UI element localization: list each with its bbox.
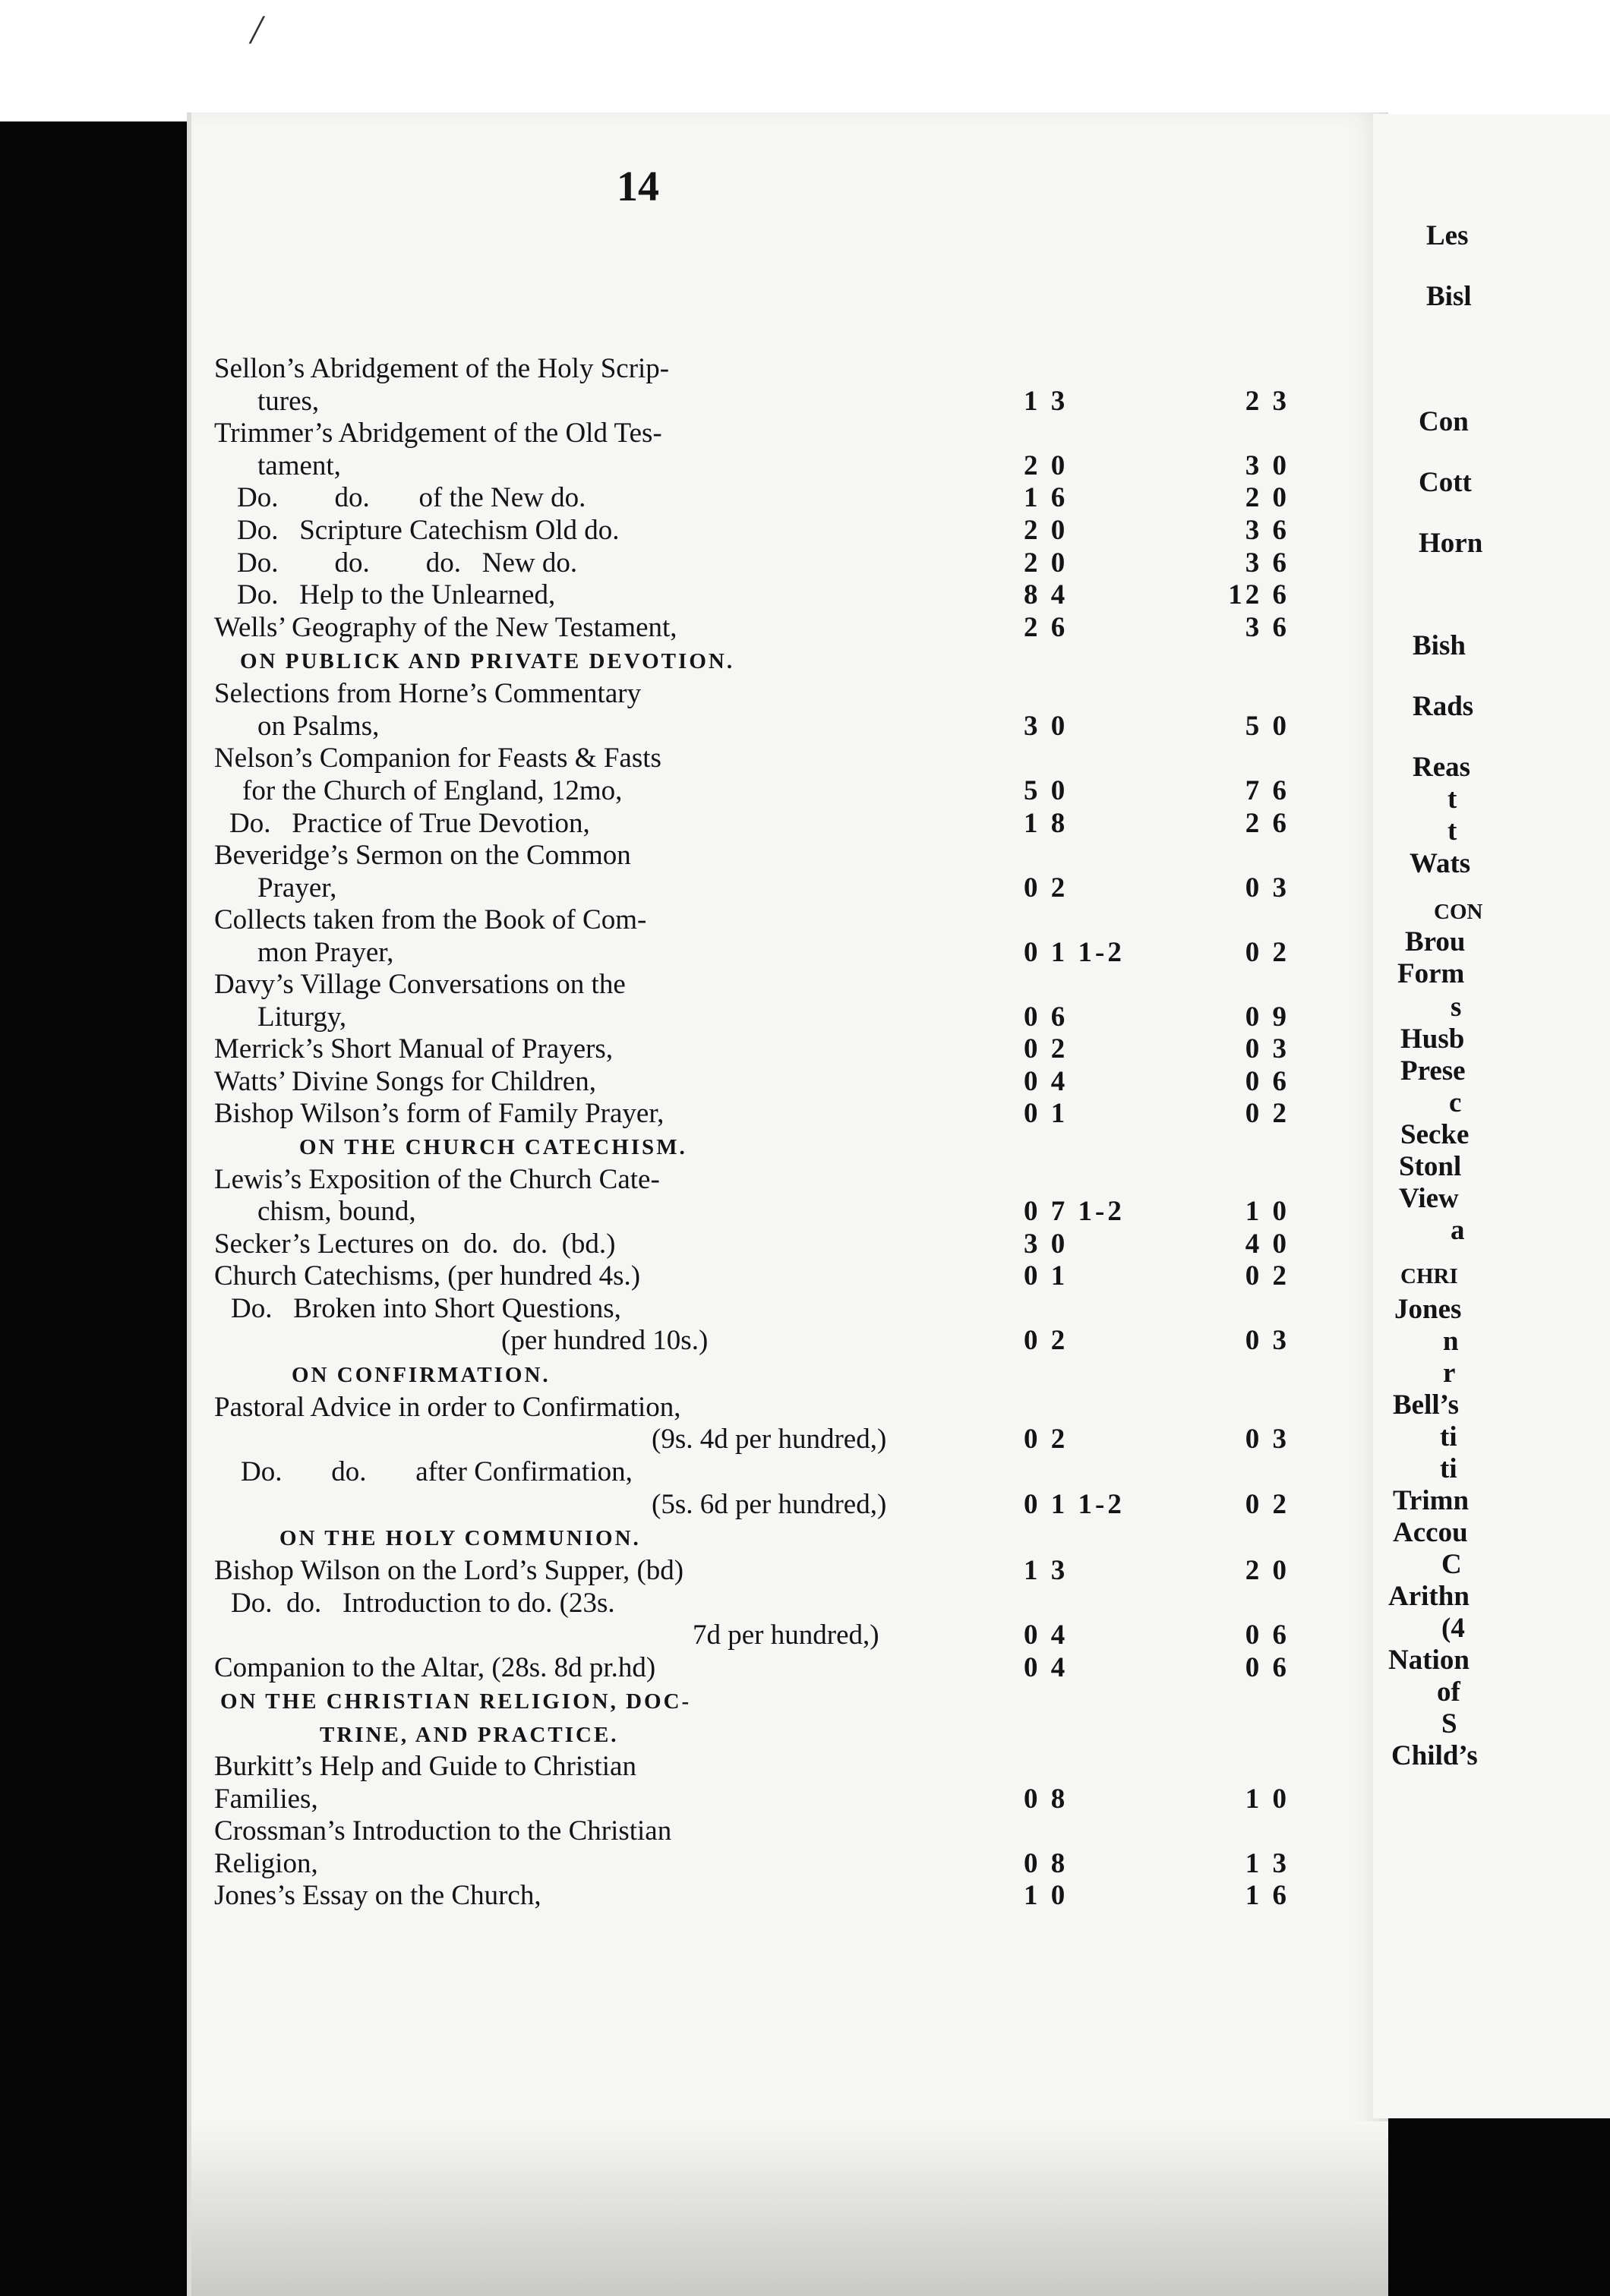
facing-page-text: Form	[1397, 958, 1465, 989]
facing-page-text: Wats	[1410, 848, 1471, 879]
price-column-2: 0 2	[1245, 937, 1290, 968]
price-column-2: 2 0	[1245, 482, 1290, 513]
catalogue-entry	[214, 840, 1277, 872]
price-column-2: 0 3	[1245, 872, 1290, 904]
catalogue-entry	[214, 1588, 1277, 1620]
entry-title: Church Catechisms, (per hundred 4s.)	[214, 1260, 641, 1292]
facing-page-text: a	[1451, 1215, 1465, 1246]
entry-title: Do. do. do. New do.	[237, 547, 578, 579]
catalogue-entry	[214, 1325, 1290, 1357]
catalogue-entry	[214, 482, 1290, 514]
page-number: 14	[617, 163, 659, 210]
price-column-1: 1 0	[1024, 1880, 1069, 1911]
facing-page-text: n	[1443, 1326, 1459, 1357]
entry-title: Merrick’s Short Manual of Prayers,	[214, 1033, 614, 1064]
facing-page-text: c	[1449, 1087, 1462, 1118]
price-column-2: 0 3	[1245, 1033, 1290, 1064]
price-column-2: 12 6	[1228, 579, 1290, 610]
facing-page-text: Stonl	[1399, 1151, 1462, 1182]
catalogue-entry	[214, 1066, 1290, 1098]
catalogue-entry	[214, 775, 1290, 807]
price-column-2: 0 2	[1245, 1098, 1290, 1129]
facing-page-text: r	[1443, 1358, 1456, 1389]
catalogue-entry	[214, 1001, 1290, 1033]
entry-title: (per hundred 10s.)	[501, 1325, 709, 1356]
catalogue-entry	[214, 1620, 1290, 1651]
price-column-2: 7 6	[1245, 775, 1290, 806]
facing-page-text: (4	[1441, 1613, 1465, 1644]
facing-page-text: s	[1451, 992, 1462, 1023]
entry-title: Davy’s Village Conversations on the	[214, 969, 626, 1000]
facing-page-text: Husb	[1400, 1023, 1465, 1055]
entry-title: Do. Broken into Short Questions,	[231, 1293, 621, 1324]
facing-page-text: Arithn	[1388, 1581, 1470, 1612]
catalogue-entry	[214, 711, 1290, 743]
price-column-2: 0 3	[1245, 1424, 1290, 1455]
facing-page-text: Bisl	[1426, 281, 1472, 312]
price-column-2: 2 3	[1245, 386, 1290, 417]
facing-page-text: Cott	[1419, 467, 1472, 498]
entry-title: for the Church of England, 12mo,	[242, 775, 623, 806]
entry-title: Do. Help to the Unlearned,	[237, 579, 556, 610]
catalogue-entry	[214, 1815, 1277, 1847]
price-column-2: 0 2	[1245, 1489, 1290, 1520]
price-column-2: 4 0	[1245, 1228, 1290, 1260]
price-column-1: 3 0	[1024, 711, 1069, 742]
entry-title: (9s. 4d per hundred,)	[652, 1424, 887, 1455]
price-column-1: 2 0	[1024, 547, 1069, 579]
price-column-2: 3 6	[1245, 612, 1290, 643]
catalogue-entry	[214, 1751, 1277, 1783]
facing-page-text: t	[1447, 784, 1457, 815]
catalogue-entry	[214, 645, 1277, 677]
price-column-1: 0 4	[1024, 1066, 1069, 1097]
entry-title: Secker’s Lectures on do. do. (bd.)	[214, 1228, 616, 1260]
facing-page-text: C	[1441, 1549, 1462, 1580]
catalogue-entry	[214, 450, 1290, 482]
catalogue-entry	[214, 1424, 1290, 1456]
entry-title: tament,	[257, 450, 341, 481]
facing-page-text: Bish	[1413, 630, 1466, 661]
catalogue-entry	[214, 1555, 1290, 1587]
catalogue-entry	[214, 1489, 1290, 1521]
price-column-1: 5 0	[1024, 775, 1069, 806]
price-column-1: 2 6	[1024, 612, 1069, 643]
price-column-2: 0 6	[1245, 1652, 1290, 1683]
price-column-1: 8 4	[1024, 579, 1069, 610]
catalogue-entry	[214, 1522, 1277, 1554]
entry-title: Beveridge’s Sermon on the Common	[214, 840, 631, 871]
facing-page-text: Accou	[1393, 1517, 1468, 1548]
price-column-2: 3 0	[1245, 450, 1290, 481]
catalogue-entry	[214, 1719, 1277, 1751]
price-column-1: 0 1	[1024, 1260, 1069, 1292]
catalogue-entry	[214, 353, 1277, 385]
facing-page-text: ti	[1440, 1421, 1457, 1452]
entry-title: Do. do. after Confirmation,	[241, 1456, 633, 1487]
catalogue-entry	[214, 547, 1290, 579]
entry-title: Jones’s Essay on the Church,	[214, 1880, 541, 1911]
facing-page-text: Reas	[1413, 752, 1471, 783]
price-column-2: 1 0	[1245, 1784, 1290, 1815]
price-column-1: 0 4	[1024, 1652, 1069, 1683]
catalogue-entry	[214, 1098, 1290, 1130]
price-column-2: 2 0	[1245, 1555, 1290, 1586]
catalogue-entry	[214, 969, 1277, 1001]
price-column-1: 0 1 1-2	[1024, 1489, 1125, 1520]
price-column-1: 2 0	[1024, 515, 1069, 546]
section-heading: ON THE HOLY COMMUNION.	[279, 1526, 641, 1550]
facing-page-text: Prese	[1400, 1055, 1466, 1086]
section-heading: TRINE, AND PRACTICE.	[320, 1723, 619, 1747]
page-shadow	[191, 2121, 1388, 2296]
facing-page-text: Con	[1419, 406, 1469, 437]
entry-title: Trimmer’s Abridgement of the Old Tes-	[214, 418, 662, 449]
price-column-2: 5 0	[1245, 711, 1290, 742]
facing-page-text: Bell’s	[1393, 1389, 1460, 1421]
section-heading: ON CONFIRMATION.	[292, 1363, 551, 1387]
section-heading: ON PUBLICK AND PRIVATE DEVOTION.	[240, 649, 735, 673]
entry-title: Do. Practice of True Devotion,	[229, 808, 590, 839]
entry-title: Watts’ Divine Songs for Children,	[214, 1066, 596, 1097]
price-column-1: 0 8	[1024, 1784, 1069, 1815]
entry-title: Selections from Horne’s Commentary	[214, 678, 642, 709]
catalogue-entry	[214, 904, 1277, 936]
catalogue-entry	[214, 808, 1290, 840]
facing-page-text: Les	[1426, 220, 1469, 251]
facing-page-text: S	[1441, 1708, 1457, 1739]
catalogue-entry	[214, 1164, 1277, 1196]
catalogue-entry	[214, 1784, 1290, 1815]
entry-title: on Psalms,	[257, 711, 380, 742]
facing-page-text: Child’s	[1391, 1740, 1478, 1771]
entry-title: Pastoral Advice in order to Confirmation,	[214, 1392, 681, 1423]
catalogue-entry	[214, 386, 1290, 418]
catalogue-entry	[214, 1131, 1277, 1163]
price-column-2: 3 6	[1245, 515, 1290, 546]
price-column-2: 1 3	[1245, 1848, 1290, 1879]
catalogue-entry	[214, 1652, 1290, 1684]
catalogue-entry	[214, 1686, 1277, 1717]
entry-title: Do. Scripture Catechism Old do.	[237, 515, 620, 546]
catalogue-entry	[214, 1228, 1290, 1260]
catalogue-entry	[214, 872, 1290, 904]
facing-page-text: of	[1437, 1676, 1460, 1708]
price-column-1: 0 1 1-2	[1024, 937, 1125, 968]
pen-mark: /	[251, 7, 263, 52]
entry-title: Burkitt’s Help and Guide to Christian	[214, 1751, 636, 1782]
facing-page-text: t	[1447, 815, 1457, 847]
entry-title: 7d per hundred,)	[693, 1620, 879, 1651]
catalogue-entry	[214, 1033, 1290, 1065]
entry-title: Nelson’s Companion for Feasts & Fasts	[214, 743, 661, 774]
entry-title: Companion to the Altar, (28s. 8d pr.hd)	[214, 1652, 656, 1683]
entry-title: tures,	[257, 386, 320, 417]
price-column-1: 0 8	[1024, 1848, 1069, 1879]
catalogue-entry	[214, 1848, 1290, 1880]
price-column-1: 1 3	[1024, 1555, 1069, 1586]
entry-title: Collects taken from the Book of Com-	[214, 904, 647, 935]
price-column-1: 1 8	[1024, 808, 1069, 839]
section-heading: ON THE CHURCH CATECHISM.	[299, 1135, 687, 1159]
facing-page-text: CON	[1434, 900, 1483, 924]
entry-title: Bishop Wilson’s form of Family Prayer,	[214, 1098, 665, 1129]
catalogue-entry	[214, 1293, 1277, 1325]
facing-page-text: Horn	[1419, 528, 1483, 559]
facing-page-text: Jones	[1394, 1294, 1462, 1325]
price-column-1: 0 1	[1024, 1098, 1069, 1129]
entry-title: Wells’ Geography of the New Testament,	[214, 612, 677, 643]
price-column-2: 0 9	[1245, 1001, 1290, 1033]
facing-page-text: Nation	[1388, 1645, 1470, 1676]
catalogue-entry	[214, 612, 1290, 644]
price-column-2: 3 6	[1245, 547, 1290, 579]
catalogue-entry	[214, 579, 1290, 611]
catalogue-entry	[214, 1196, 1290, 1228]
catalogue-entry	[214, 1880, 1290, 1912]
price-column-2: 0 6	[1245, 1620, 1290, 1651]
catalogue-entry	[214, 1392, 1277, 1424]
facing-page-text: Brou	[1405, 926, 1466, 957]
entry-title: Liturgy,	[257, 1001, 347, 1033]
price-column-1: 0 2	[1024, 1424, 1069, 1455]
entry-title: Do. do. of the New do.	[237, 482, 586, 513]
catalogue-entry	[214, 678, 1277, 710]
entry-title: Lewis’s Exposition of the Church Cate-	[214, 1164, 660, 1195]
catalogue-entry	[214, 1456, 1277, 1488]
catalogue-entry	[214, 937, 1290, 969]
price-column-1: 0 2	[1024, 872, 1069, 904]
entry-title: Sellon’s Abridgement of the Holy Scrip-	[214, 353, 670, 384]
price-column-2: 2 6	[1245, 808, 1290, 839]
entry-title: Do. do. Introduction to do. (23s.	[231, 1588, 615, 1619]
right-page	[1373, 114, 1610, 2118]
price-column-1: 0 2	[1024, 1325, 1069, 1356]
catalogue-entry	[214, 743, 1277, 774]
price-column-2: 1 0	[1245, 1196, 1290, 1227]
price-column-1: 1 3	[1024, 386, 1069, 417]
section-heading: ON THE CHRISTIAN RELIGION, DOC-	[220, 1689, 692, 1714]
price-column-1: 0 2	[1024, 1033, 1069, 1064]
facing-page-text: Trimn	[1393, 1485, 1470, 1516]
entry-title: mon Prayer,	[257, 937, 394, 968]
price-column-1: 0 7 1-2	[1024, 1196, 1125, 1227]
price-column-2: 0 3	[1245, 1325, 1290, 1356]
entry-title: Religion,	[214, 1848, 318, 1879]
price-column-2: 0 6	[1245, 1066, 1290, 1097]
price-column-2: 1 6	[1245, 1880, 1290, 1911]
catalogue-entry	[214, 1359, 1277, 1391]
catalogue-entry	[214, 1260, 1290, 1292]
price-column-1: 2 0	[1024, 450, 1069, 481]
entry-title: Prayer,	[257, 872, 337, 904]
facing-page-text: CHRI	[1400, 1264, 1458, 1288]
price-column-1: 3 0	[1024, 1228, 1069, 1260]
facing-page-text: Secke	[1400, 1119, 1470, 1150]
catalogue-entry	[214, 515, 1290, 547]
facing-page-text: View	[1399, 1183, 1459, 1214]
entry-title: Crossman’s Introduction to the Christian	[214, 1815, 672, 1847]
scan-top-margin	[0, 0, 1610, 121]
entry-title: chism, bound,	[257, 1196, 416, 1227]
price-column-1: 0 4	[1024, 1620, 1069, 1651]
facing-page-text: ti	[1440, 1453, 1457, 1484]
entry-title: Families,	[214, 1784, 318, 1815]
entry-title: Bishop Wilson on the Lord’s Supper, (bd)	[214, 1555, 684, 1586]
price-column-1: 1 6	[1024, 482, 1069, 513]
entry-title: (5s. 6d per hundred,)	[652, 1489, 887, 1520]
catalogue-entry	[214, 418, 1277, 449]
price-column-2: 0 2	[1245, 1260, 1290, 1292]
price-column-1: 0 6	[1024, 1001, 1069, 1033]
facing-page-text: Rads	[1413, 691, 1474, 722]
